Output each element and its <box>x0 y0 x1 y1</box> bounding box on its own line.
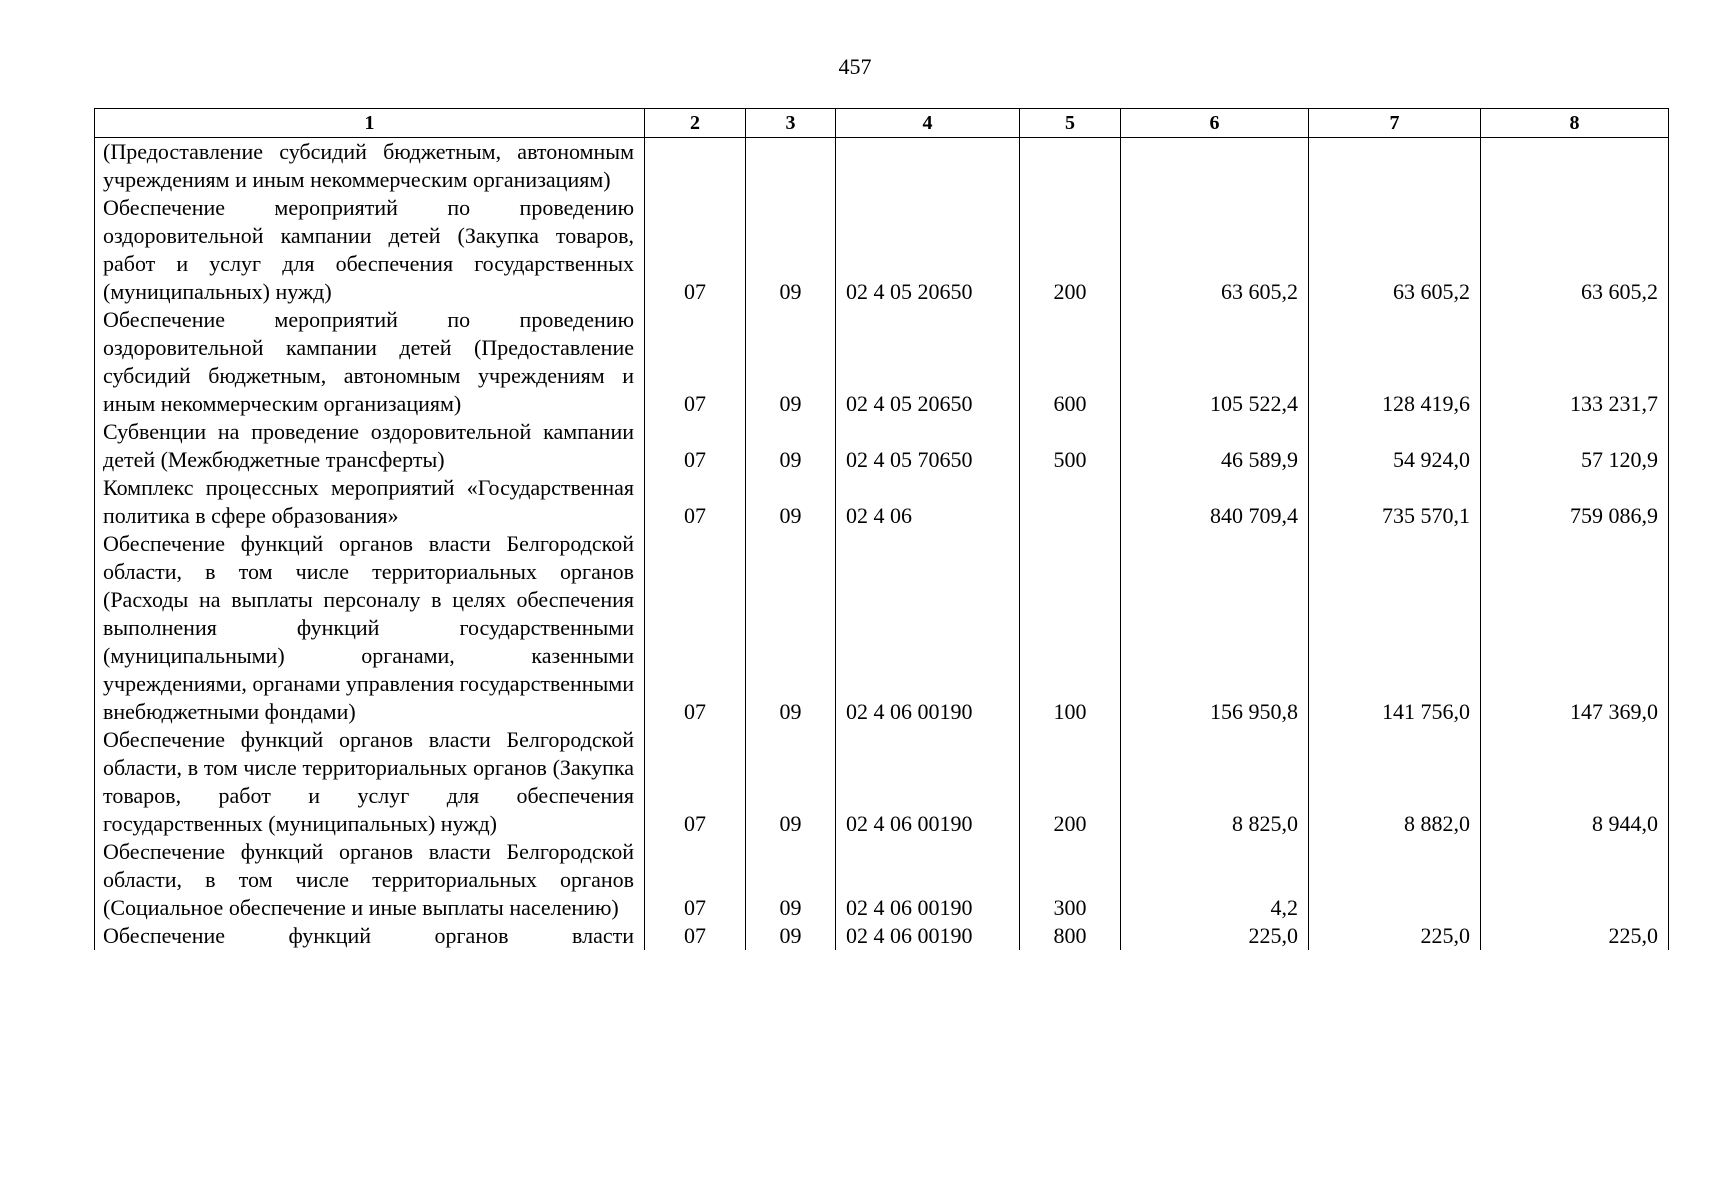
cell-col-8: 225,0 <box>1481 922 1669 950</box>
row-description: Обеспечение мероприятий по проведению оздоровительной кампании детей (Закупка товаров, работ и услуг для обеспечения государственных (муниципальных) нужд) <box>95 194 645 306</box>
cell-col-2: 07 <box>645 838 746 922</box>
table-row <box>95 530 1669 726</box>
row-description: Обеспечение функций органов власти Белгородской области, в том числе территориальных органов (Расходы на выплаты персоналу в целях обеспечения выполнения функций государственными (муниципальными) органами, казенными учреждениями, органами управления государственными внебюджетными фондами) <box>95 530 645 726</box>
table-row <box>95 838 1669 922</box>
cell-col-4: 02 4 06 00190 <box>836 922 1020 950</box>
cell-col-2: 07 <box>645 530 746 726</box>
cell-col-7: 128 419,6 <box>1309 306 1481 418</box>
row-description: (Предоставление субсидий бюджетным, автономным учреждениям и иным некоммерческим организациям) <box>95 138 645 195</box>
col-header-8: 8 <box>1481 109 1669 138</box>
cell-col-3: 09 <box>746 194 836 306</box>
cell-col-6: 4,2 <box>1121 838 1309 922</box>
table-row <box>95 726 1669 838</box>
cell-col-8: 147 369,0 <box>1481 530 1669 726</box>
cell-col-2: 07 <box>645 474 746 530</box>
cell-col-2: 07 <box>645 726 746 838</box>
cell-col-5: 200 <box>1020 194 1121 306</box>
row-description: Комплекс процессных мероприятий «Государственная политика в сфере образования» <box>95 474 645 530</box>
cell-col-3 <box>746 138 836 195</box>
cell-col-6: 156 950,8 <box>1121 530 1309 726</box>
table-row <box>95 474 1669 530</box>
col-header-1: 1 <box>95 109 645 138</box>
header-row <box>95 109 1669 138</box>
cell-col-4: 02 4 05 20650 <box>836 306 1020 418</box>
cell-col-5 <box>1020 474 1121 530</box>
cell-col-4: 02 4 05 70650 <box>836 418 1020 474</box>
cell-col-5: 800 <box>1020 922 1121 950</box>
cell-col-6: 63 605,2 <box>1121 194 1309 306</box>
cell-col-6 <box>1121 138 1309 195</box>
cell-col-8: 63 605,2 <box>1481 194 1669 306</box>
cell-col-4: 02 4 06 00190 <box>836 530 1020 726</box>
table-row <box>95 418 1669 474</box>
cell-col-4: 02 4 05 20650 <box>836 194 1020 306</box>
cell-col-3: 09 <box>746 726 836 838</box>
col-header-6: 6 <box>1121 109 1309 138</box>
cell-col-4: 02 4 06 00190 <box>836 838 1020 922</box>
col-header-2: 2 <box>645 109 746 138</box>
cell-col-2: 07 <box>645 306 746 418</box>
cell-col-5: 100 <box>1020 530 1121 726</box>
table-row <box>95 922 1669 950</box>
cell-col-4: 02 4 06 <box>836 474 1020 530</box>
cell-col-7: 735 570,1 <box>1309 474 1481 530</box>
cell-col-3: 09 <box>746 306 836 418</box>
row-description: Обеспечение функций органов власти Белгородской области, в том числе территориальных органов (Социальное обеспечение и иные выплаты населению) <box>95 838 645 922</box>
cell-col-7 <box>1309 838 1481 922</box>
cell-col-5: 600 <box>1020 306 1121 418</box>
cell-col-6: 8 825,0 <box>1121 726 1309 838</box>
table-row <box>95 194 1669 306</box>
cell-col-3: 09 <box>746 922 836 950</box>
cell-col-5: 200 <box>1020 726 1121 838</box>
cell-col-2: 07 <box>645 922 746 950</box>
row-description: Обеспечение функций органов власти Белгородской области, в том числе территориальных органов (Закупка товаров, работ и услуг для обеспечения государственных (муниципальных) нужд) <box>95 726 645 838</box>
cell-col-3: 09 <box>746 474 836 530</box>
row-description: Обеспечение функций органов власти <box>95 922 645 950</box>
table-row <box>95 138 1669 195</box>
cell-col-3: 09 <box>746 838 836 922</box>
cell-col-7: 225,0 <box>1309 922 1481 950</box>
cell-col-7: 63 605,2 <box>1309 194 1481 306</box>
cell-col-4 <box>836 138 1020 195</box>
cell-col-8 <box>1481 138 1669 195</box>
cell-col-8: 57 120,9 <box>1481 418 1669 474</box>
cell-col-7 <box>1309 138 1481 195</box>
cell-col-6: 225,0 <box>1121 922 1309 950</box>
cell-col-2 <box>645 138 746 195</box>
cell-col-3: 09 <box>746 418 836 474</box>
cell-col-7: 54 924,0 <box>1309 418 1481 474</box>
cell-col-7: 141 756,0 <box>1309 530 1481 726</box>
cell-col-2: 07 <box>645 418 746 474</box>
cell-col-8 <box>1481 838 1669 922</box>
cell-col-6: 840 709,4 <box>1121 474 1309 530</box>
cell-col-5: 300 <box>1020 838 1121 922</box>
cell-col-5 <box>1020 138 1121 195</box>
budget-table <box>94 108 1669 950</box>
cell-col-8: 133 231,7 <box>1481 306 1669 418</box>
col-header-3: 3 <box>746 109 836 138</box>
row-description: Обеспечение мероприятий по проведению оздоровительной кампании детей (Предоставление субсидий бюджетным, автономным учреждениям и иным некоммерческим организациям) <box>95 306 645 418</box>
cell-col-6: 105 522,4 <box>1121 306 1309 418</box>
col-header-4: 4 <box>836 109 1020 138</box>
cell-col-5: 500 <box>1020 418 1121 474</box>
table-row <box>95 306 1669 418</box>
page-number: 457 <box>838 54 872 79</box>
cell-col-8: 8 944,0 <box>1481 726 1669 838</box>
cell-col-8: 759 086,9 <box>1481 474 1669 530</box>
col-header-7: 7 <box>1309 109 1481 138</box>
cell-col-4: 02 4 06 00190 <box>836 726 1020 838</box>
cell-col-3: 09 <box>746 530 836 726</box>
row-description: Субвенции на проведение оздоровительной кампании детей (Межбюджетные трансферты) <box>95 418 645 474</box>
cell-col-2: 07 <box>645 194 746 306</box>
cell-col-6: 46 589,9 <box>1121 418 1309 474</box>
cell-col-7: 8 882,0 <box>1309 726 1481 838</box>
col-header-5: 5 <box>1020 109 1121 138</box>
